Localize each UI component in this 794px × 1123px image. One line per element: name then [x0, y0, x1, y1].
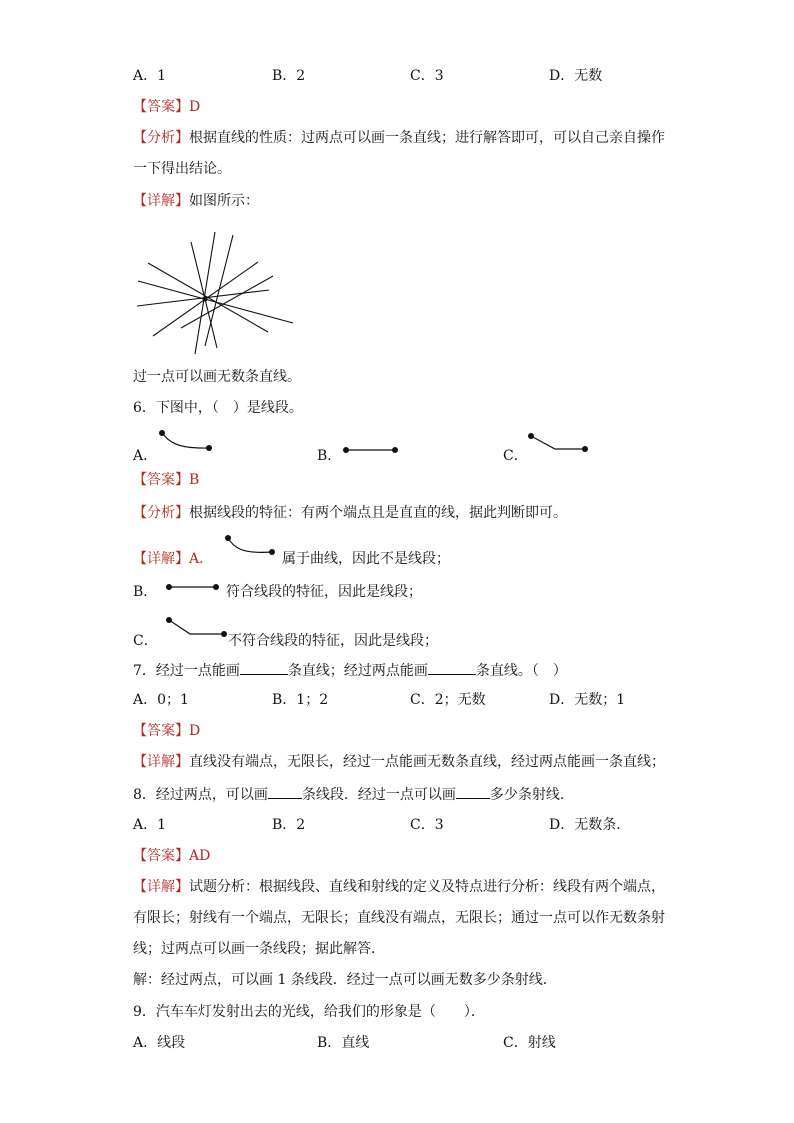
detail-tag: 【详解】: [133, 879, 189, 895]
q6-analysis: [133, 503, 567, 523]
q6-detail-b-segment: [163, 581, 223, 593]
blank: [456, 784, 490, 799]
answer-value: D: [189, 723, 201, 739]
answer-tag: 【答案】: [133, 472, 189, 488]
blank: [240, 660, 288, 675]
q8-stem-part-1: 8．经过两点，可以画: [133, 787, 268, 803]
q6-detail-a-curve: [220, 532, 280, 562]
analysis-text: 根据线段的特征：有两个端点且是直直的线，据此判断即可。: [189, 505, 567, 521]
q8-option-d: D．无数条．: [549, 817, 631, 833]
q7-option-c: C．2；无数: [410, 692, 486, 708]
q6-figure-b-segment: [340, 444, 400, 456]
q5-analysis-cont: 一下得出结论。: [133, 161, 231, 177]
q8-option-a: A．1: [133, 817, 167, 833]
q7-option-b: B．1；2: [272, 692, 329, 708]
q5-option-c: C．3: [410, 68, 444, 84]
q5-option-a: A．1: [133, 68, 167, 84]
q9-stem: 9．汽车车灯发射出去的光线，给我们的形象是（ ）．: [133, 1004, 485, 1020]
q6-option-c: C．: [503, 448, 528, 464]
answer-tag: 【答案】: [133, 848, 189, 864]
q6-detail-c-text: 不符合线段的特征，因此是线段；: [228, 633, 438, 649]
q7-detail: [133, 752, 665, 772]
q7-stem-part-3: 条直线。（ ）: [475, 663, 567, 679]
figure-line: [191, 242, 217, 348]
q5-option-b: B．2: [272, 68, 306, 84]
q6-detail-c-label: C．: [133, 633, 158, 649]
blank: [268, 784, 302, 799]
q7-option-a: A．0；1: [133, 692, 189, 708]
detail-tag: 【详解】: [133, 193, 189, 209]
answer-value: B: [189, 472, 200, 488]
q6-figure-c-broken-line: [525, 430, 590, 454]
detail-text: 如图所示：: [189, 193, 259, 209]
q7-option-d: D．无数；1: [549, 692, 626, 708]
figure-line: [205, 235, 233, 346]
q6-stem: 6．下图中，（ ）是线段。: [133, 400, 303, 416]
q6-figure-a-curve: [155, 427, 215, 455]
detail-tag: 【详解】: [133, 754, 189, 770]
figure-line: [195, 232, 215, 354]
q5-answer: [133, 97, 200, 117]
detail-text: 试题分析：根据线段、直线和射线的定义及特点进行分析：线段有两个端点，: [189, 879, 665, 895]
lines-through-point-figure: [133, 228, 303, 358]
answer-value: AD: [189, 848, 211, 864]
q5-option-d: D．无数: [549, 68, 603, 84]
q8-detail-cont-2: 线；过两点可以画一条线段；据此解答．: [133, 941, 385, 957]
q6-detail-a: [133, 549, 213, 569]
analysis-text: 根据直线的性质：过两点可以画一条直线；进行解答即可，可以自己亲自操作: [189, 130, 665, 146]
q5-detail: [133, 191, 259, 211]
q6-detail-b-label: B．: [133, 584, 158, 600]
q8-solution: 解：经过两点，可以画 1 条线段．经过一点可以画无数多少条射线．: [133, 972, 557, 988]
q8-detail: [133, 877, 665, 897]
q5-analysis: [133, 128, 665, 148]
q8-option-b: B．2: [272, 817, 306, 833]
q8-option-c: C．3: [410, 817, 444, 833]
detail-text: 直线没有端点，无限长，经过一点能画无数条直线，经过两点能画一条直线；: [189, 754, 665, 770]
blank: [428, 660, 476, 675]
q9-option-b: B．直线: [317, 1035, 370, 1051]
answer-value: D: [189, 99, 201, 115]
q8-stem-part-3: 多少条射线．: [489, 787, 574, 803]
q8-answer: [133, 846, 210, 866]
answer-tag: 【答案】: [133, 99, 189, 115]
figure-line: [138, 281, 293, 323]
answer-tag: 【答案】: [133, 723, 189, 739]
detail-tag: 【详解】: [133, 551, 189, 567]
q6-detail-c-broken-line: [163, 614, 228, 640]
q6-detail-a-text: 属于曲线，因此不是线段；: [282, 551, 450, 567]
q9-option-a: A．线段: [133, 1035, 186, 1051]
q7-stem-part-2: 条直线；经过两点能画: [287, 663, 428, 679]
analysis-tag: 【分析】: [133, 130, 189, 146]
q8-detail-cont-1: 有限长；射线有一个端点，无限长；直线没有端点，无限长；通过一点可以作无数条射: [133, 910, 665, 926]
q6-answer: [133, 470, 199, 490]
detail-a-label: A．: [189, 551, 214, 567]
q6-detail-b-text: 符合线段的特征，因此是线段；: [226, 584, 422, 600]
q6-option-b: B．: [317, 448, 342, 464]
q7-stem-part-1: 7．经过一点能画: [133, 663, 240, 679]
q5-conclusion: 过一点可以画无数条直线。: [133, 369, 301, 385]
figure-center-point: [203, 297, 208, 302]
q7-stem: [133, 660, 567, 681]
q8-stem-part-2: 条线段．经过一点可以画: [301, 787, 456, 803]
q8-stem: [133, 784, 574, 805]
analysis-tag: 【分析】: [133, 505, 189, 521]
q9-option-c: C．射线: [503, 1035, 556, 1051]
q7-answer: [133, 721, 200, 741]
q6-option-a: A．: [133, 448, 158, 464]
